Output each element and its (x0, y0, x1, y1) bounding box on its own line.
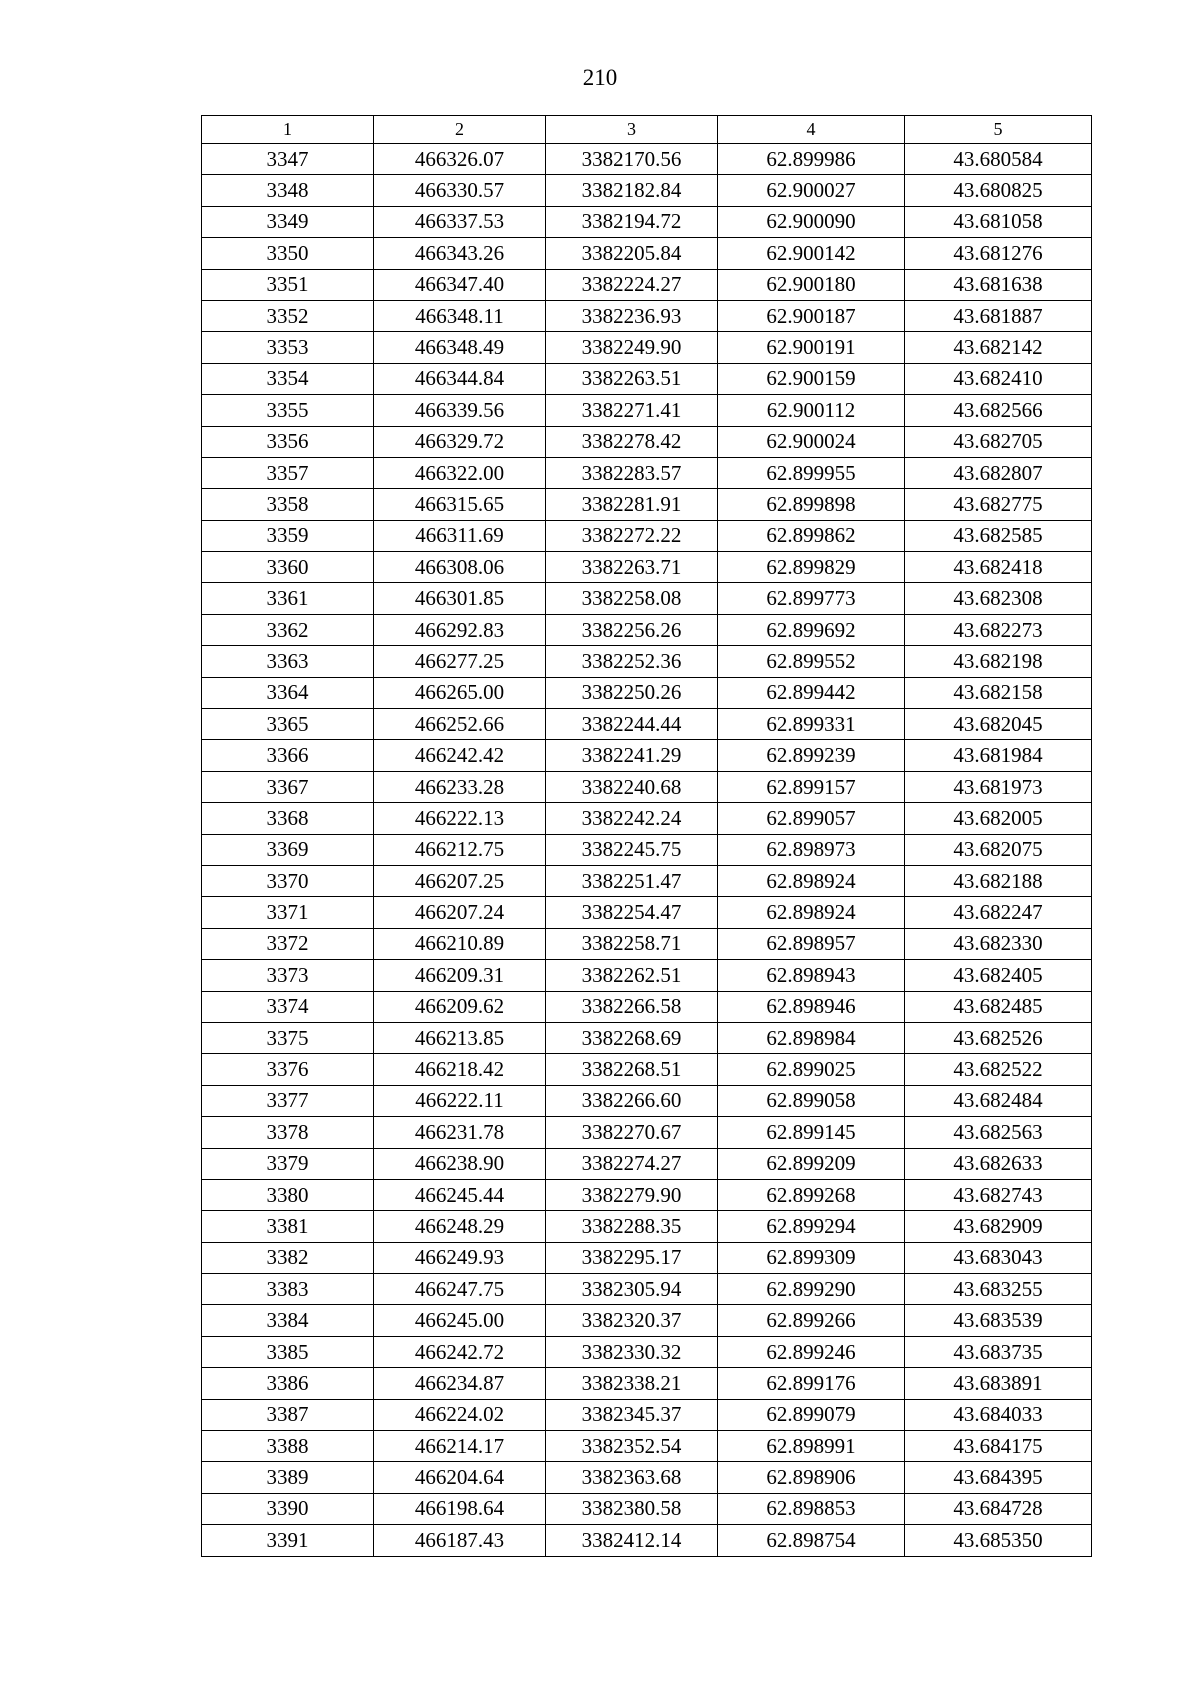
table-cell-col-2: 466277.25 (374, 646, 546, 677)
table-cell-col-1: 3381 (202, 1211, 374, 1242)
table-cell-col-3: 3382249.90 (546, 332, 718, 363)
table-cell-col-1: 3348 (202, 175, 374, 206)
table-cell-col-3: 3382272.22 (546, 520, 718, 551)
table-cell-col-3: 3382278.42 (546, 426, 718, 457)
table-row (202, 1274, 1092, 1305)
table-cell-col-3: 3382271.41 (546, 395, 718, 426)
table-cell-col-4: 62.898906 (718, 1462, 905, 1493)
table-row (202, 583, 1092, 614)
table-cell-col-4: 62.898984 (718, 1022, 905, 1053)
table-cell-col-1: 3359 (202, 520, 374, 551)
table-cell-col-3: 3382270.67 (546, 1117, 718, 1148)
table-row (202, 677, 1092, 708)
table-cell-col-4: 62.900142 (718, 238, 905, 269)
table-row (202, 803, 1092, 834)
table-row (202, 646, 1092, 677)
header-cell-col-5: 5 (905, 116, 1092, 144)
table-cell-col-4: 62.898991 (718, 1431, 905, 1462)
table-cell-col-1: 3364 (202, 677, 374, 708)
table-cell-col-2: 466248.29 (374, 1211, 546, 1242)
table-cell-col-2: 466348.11 (374, 300, 546, 331)
table-cell-col-5: 43.682526 (905, 1022, 1092, 1053)
table-cell-col-5: 43.682418 (905, 552, 1092, 583)
table-cell-col-5: 43.685350 (905, 1525, 1092, 1556)
table-cell-col-2: 466337.53 (374, 206, 546, 237)
table-cell-col-1: 3389 (202, 1462, 374, 1493)
table-cell-col-5: 43.682142 (905, 332, 1092, 363)
table-row (202, 1117, 1092, 1148)
table-cell-col-5: 43.682909 (905, 1211, 1092, 1242)
table-cell-col-3: 3382250.26 (546, 677, 718, 708)
table-cell-col-5: 43.681984 (905, 740, 1092, 771)
table-cell-col-3: 3382251.47 (546, 865, 718, 896)
table-cell-col-3: 3382224.27 (546, 269, 718, 300)
table-cell-col-1: 3365 (202, 709, 374, 740)
table-cell-col-3: 3382170.56 (546, 144, 718, 175)
table-cell-col-4: 62.899773 (718, 583, 905, 614)
table-row (202, 1493, 1092, 1524)
table-row (202, 363, 1092, 394)
table-row (202, 332, 1092, 363)
table-cell-col-2: 466209.31 (374, 960, 546, 991)
table-cell-col-1: 3386 (202, 1368, 374, 1399)
table-cell-col-2: 466218.42 (374, 1054, 546, 1085)
table-cell-col-3: 3382352.54 (546, 1431, 718, 1462)
table-row (202, 395, 1092, 426)
table-row (202, 865, 1092, 896)
table-cell-col-4: 62.899268 (718, 1179, 905, 1210)
table-cell-col-3: 3382240.68 (546, 771, 718, 802)
table-row (202, 1336, 1092, 1367)
table-cell-col-5: 43.682075 (905, 834, 1092, 865)
table-cell-col-1: 3362 (202, 614, 374, 645)
table-cell-col-1: 3374 (202, 991, 374, 1022)
table-cell-col-5: 43.682633 (905, 1148, 1092, 1179)
table-cell-col-2: 466292.83 (374, 614, 546, 645)
header-cell-col-2: 2 (374, 116, 546, 144)
table-cell-col-5: 43.682308 (905, 583, 1092, 614)
table-row (202, 740, 1092, 771)
table-cell-col-2: 466231.78 (374, 1117, 546, 1148)
page-number: 210 (582, 65, 618, 90)
table-cell-col-2: 466214.17 (374, 1431, 546, 1462)
table-cell-col-3: 3382205.84 (546, 238, 718, 269)
table-row (202, 897, 1092, 928)
table-row (202, 457, 1092, 488)
table-cell-col-1: 3361 (202, 583, 374, 614)
table-cell-col-5: 43.682158 (905, 677, 1092, 708)
table-cell-col-5: 43.680825 (905, 175, 1092, 206)
table-cell-col-1: 3353 (202, 332, 374, 363)
table-cell-col-5: 43.682484 (905, 1085, 1092, 1116)
table-cell-col-3: 3382241.29 (546, 740, 718, 771)
table-cell-col-5: 43.683891 (905, 1368, 1092, 1399)
table-cell-col-5: 43.682045 (905, 709, 1092, 740)
table-cell-col-4: 62.898924 (718, 865, 905, 896)
table-cell-col-5: 43.682585 (905, 520, 1092, 551)
table-cell-col-1: 3352 (202, 300, 374, 331)
table-cell-col-4: 62.900191 (718, 332, 905, 363)
table-cell-col-4: 62.899209 (718, 1148, 905, 1179)
table-cell-col-2: 466207.25 (374, 865, 546, 896)
table-cell-col-3: 3382274.27 (546, 1148, 718, 1179)
header-cell-col-4: 4 (718, 116, 905, 144)
table-cell-col-1: 3372 (202, 928, 374, 959)
table-cell-col-1: 3391 (202, 1525, 374, 1556)
table-cell-col-3: 3382412.14 (546, 1525, 718, 1556)
table-row (202, 614, 1092, 645)
table-cell-col-1: 3382 (202, 1242, 374, 1273)
table-cell-col-4: 62.899290 (718, 1274, 905, 1305)
table-cell-col-4: 62.899294 (718, 1211, 905, 1242)
table-cell-col-4: 62.900187 (718, 300, 905, 331)
table-cell-col-3: 3382345.37 (546, 1399, 718, 1430)
table-cell-col-2: 466238.90 (374, 1148, 546, 1179)
table-cell-col-3: 3382252.36 (546, 646, 718, 677)
table-cell-col-3: 3382256.26 (546, 614, 718, 645)
table-cell-col-2: 466315.65 (374, 489, 546, 520)
table-cell-col-1: 3368 (202, 803, 374, 834)
header-cell-col-1: 1 (202, 116, 374, 144)
table-cell-col-1: 3360 (202, 552, 374, 583)
table-cell-col-2: 466311.69 (374, 520, 546, 551)
table-cell-col-3: 3382268.69 (546, 1022, 718, 1053)
table-cell-col-4: 62.900027 (718, 175, 905, 206)
table-cell-col-3: 3382266.60 (546, 1085, 718, 1116)
table-cell-col-2: 466343.26 (374, 238, 546, 269)
table-cell-col-5: 43.682198 (905, 646, 1092, 677)
table-row (202, 426, 1092, 457)
table-cell-col-3: 3382279.90 (546, 1179, 718, 1210)
table-cell-col-5: 43.682247 (905, 897, 1092, 928)
table-row (202, 1085, 1092, 1116)
table-cell-col-2: 466242.42 (374, 740, 546, 771)
table-row (202, 771, 1092, 802)
table-cell-col-2: 466245.44 (374, 1179, 546, 1210)
table-row (202, 1054, 1092, 1085)
table-cell-col-5: 43.684728 (905, 1493, 1092, 1524)
table-cell-col-4: 62.899986 (718, 144, 905, 175)
table-cell-col-2: 466347.40 (374, 269, 546, 300)
table-cell-col-1: 3375 (202, 1022, 374, 1053)
table-cell-col-2: 466224.02 (374, 1399, 546, 1430)
table-cell-col-4: 62.898853 (718, 1493, 905, 1524)
table-cell-col-3: 3382266.58 (546, 991, 718, 1022)
table-cell-col-2: 466213.85 (374, 1022, 546, 1053)
table-cell-col-1: 3366 (202, 740, 374, 771)
table-cell-col-1: 3390 (202, 1493, 374, 1524)
table-row (202, 1148, 1092, 1179)
table-cell-col-3: 3382295.17 (546, 1242, 718, 1273)
table-cell-col-4: 62.899955 (718, 457, 905, 488)
table-cell-col-4: 62.900090 (718, 206, 905, 237)
table-cell-col-1: 3371 (202, 897, 374, 928)
table-cell-col-1: 3363 (202, 646, 374, 677)
table-cell-col-2: 466330.57 (374, 175, 546, 206)
table-cell-col-4: 62.899157 (718, 771, 905, 802)
table-cell-col-3: 3382182.84 (546, 175, 718, 206)
table-cell-col-3: 3382263.71 (546, 552, 718, 583)
table-row (202, 834, 1092, 865)
table-cell-col-5: 43.681887 (905, 300, 1092, 331)
table-cell-col-1: 3388 (202, 1431, 374, 1462)
table-row (202, 300, 1092, 331)
table-row (202, 144, 1092, 175)
table-cell-col-1: 3377 (202, 1085, 374, 1116)
table-cell-col-3: 3382194.72 (546, 206, 718, 237)
table-cell-col-1: 3350 (202, 238, 374, 269)
table-cell-col-4: 62.899898 (718, 489, 905, 520)
table-cell-col-2: 466245.00 (374, 1305, 546, 1336)
coordinates-table (201, 115, 1092, 1557)
table-cell-col-4: 62.900159 (718, 363, 905, 394)
table-cell-col-5: 43.682410 (905, 363, 1092, 394)
table-cell-col-5: 43.681973 (905, 771, 1092, 802)
table-cell-col-3: 3382242.24 (546, 803, 718, 834)
table-cell-col-4: 62.898946 (718, 991, 905, 1022)
table-cell-col-3: 3382268.51 (546, 1054, 718, 1085)
table-cell-col-4: 62.898973 (718, 834, 905, 865)
table-cell-col-2: 466344.84 (374, 363, 546, 394)
table-row (202, 1242, 1092, 1273)
table-cell-col-5: 43.683043 (905, 1242, 1092, 1273)
table-cell-col-2: 466222.11 (374, 1085, 546, 1116)
table-cell-col-1: 3356 (202, 426, 374, 457)
table-cell-col-4: 62.898754 (718, 1525, 905, 1556)
table-cell-col-4: 62.898924 (718, 897, 905, 928)
table-cell-col-3: 3382254.47 (546, 897, 718, 928)
table-cell-col-2: 466329.72 (374, 426, 546, 457)
table-cell-col-4: 62.899692 (718, 614, 905, 645)
table-cell-col-4: 62.899266 (718, 1305, 905, 1336)
table-cell-col-1: 3355 (202, 395, 374, 426)
table-cell-col-1: 3369 (202, 834, 374, 865)
table-header (202, 116, 1092, 144)
table-row (202, 928, 1092, 959)
table-cell-col-4: 62.899862 (718, 520, 905, 551)
table-row (202, 206, 1092, 237)
table-cell-col-5: 43.682563 (905, 1117, 1092, 1148)
table-cell-col-4: 62.899025 (718, 1054, 905, 1085)
table-cell-col-1: 3383 (202, 1274, 374, 1305)
table-cell-col-2: 466249.93 (374, 1242, 546, 1273)
table-row (202, 269, 1092, 300)
table-cell-col-1: 3384 (202, 1305, 374, 1336)
table-cell-col-4: 62.898943 (718, 960, 905, 991)
table-row (202, 520, 1092, 551)
table-cell-col-1: 3373 (202, 960, 374, 991)
table-cell-col-4: 62.899058 (718, 1085, 905, 1116)
header-row (202, 116, 1092, 144)
table-cell-col-5: 43.682485 (905, 991, 1092, 1022)
table-cell-col-3: 3382380.58 (546, 1493, 718, 1524)
table-cell-col-1: 3380 (202, 1179, 374, 1210)
table-cell-col-4: 62.900024 (718, 426, 905, 457)
table-row (202, 1525, 1092, 1556)
table-cell-col-5: 43.682405 (905, 960, 1092, 991)
table-row (202, 1462, 1092, 1493)
table-body (202, 144, 1092, 1557)
table-cell-col-3: 3382258.71 (546, 928, 718, 959)
table-cell-col-3: 3382330.32 (546, 1336, 718, 1367)
table-cell-col-5: 43.684395 (905, 1462, 1092, 1493)
table-cell-col-3: 3382258.08 (546, 583, 718, 614)
table-cell-col-5: 43.682522 (905, 1054, 1092, 1085)
table-cell-col-2: 466301.85 (374, 583, 546, 614)
table-row (202, 1211, 1092, 1242)
table-cell-col-2: 466209.62 (374, 991, 546, 1022)
table-cell-col-5: 43.682188 (905, 865, 1092, 896)
table-cell-col-4: 62.899331 (718, 709, 905, 740)
table-cell-col-1: 3358 (202, 489, 374, 520)
table-cell-col-5: 43.683735 (905, 1336, 1092, 1367)
table-cell-col-3: 3382262.51 (546, 960, 718, 991)
table-cell-col-2: 466322.00 (374, 457, 546, 488)
table-row (202, 1431, 1092, 1462)
table-cell-col-2: 466308.06 (374, 552, 546, 583)
table-cell-col-2: 466339.56 (374, 395, 546, 426)
table-cell-col-2: 466207.24 (374, 897, 546, 928)
table-cell-col-5: 43.684175 (905, 1431, 1092, 1462)
table-cell-col-5: 43.682807 (905, 457, 1092, 488)
table-cell-col-2: 466187.43 (374, 1525, 546, 1556)
table-cell-col-1: 3370 (202, 865, 374, 896)
table-cell-col-2: 466212.75 (374, 834, 546, 865)
table-cell-col-2: 466326.07 (374, 144, 546, 175)
table-cell-col-1: 3379 (202, 1148, 374, 1179)
table-cell-col-4: 62.900180 (718, 269, 905, 300)
table-cell-col-5: 43.681638 (905, 269, 1092, 300)
table-cell-col-5: 43.684033 (905, 1399, 1092, 1430)
table-cell-col-5: 43.683539 (905, 1305, 1092, 1336)
table-cell-col-4: 62.899829 (718, 552, 905, 583)
table-row (202, 1368, 1092, 1399)
table-row (202, 709, 1092, 740)
table-cell-col-2: 466210.89 (374, 928, 546, 959)
table-cell-col-4: 62.899239 (718, 740, 905, 771)
table-cell-col-5: 43.682566 (905, 395, 1092, 426)
table-cell-col-4: 62.899176 (718, 1368, 905, 1399)
table-cell-col-1: 3351 (202, 269, 374, 300)
table-cell-col-2: 466247.75 (374, 1274, 546, 1305)
table-cell-col-2: 466204.64 (374, 1462, 546, 1493)
table-cell-col-2: 466252.66 (374, 709, 546, 740)
table-cell-col-1: 3387 (202, 1399, 374, 1430)
table-cell-col-1: 3385 (202, 1336, 374, 1367)
table-cell-col-3: 3382263.51 (546, 363, 718, 394)
table-row (202, 175, 1092, 206)
table-cell-col-3: 3382281.91 (546, 489, 718, 520)
table-cell-col-1: 3367 (202, 771, 374, 802)
table-cell-col-4: 62.899145 (718, 1117, 905, 1148)
table-cell-col-4: 62.899442 (718, 677, 905, 708)
table-cell-col-5: 43.683255 (905, 1274, 1092, 1305)
table-cell-col-1: 3378 (202, 1117, 374, 1148)
table-cell-col-5: 43.682273 (905, 614, 1092, 645)
table-row (202, 1022, 1092, 1053)
table-cell-col-4: 62.898957 (718, 928, 905, 959)
table-cell-col-4: 62.899309 (718, 1242, 905, 1273)
table-cell-col-5: 43.681058 (905, 206, 1092, 237)
table-cell-col-3: 3382245.75 (546, 834, 718, 865)
table-cell-col-5: 43.681276 (905, 238, 1092, 269)
table-cell-col-4: 62.900112 (718, 395, 905, 426)
table-cell-col-2: 466222.13 (374, 803, 546, 834)
table-cell-col-4: 62.899246 (718, 1336, 905, 1367)
table-row (202, 1399, 1092, 1430)
table-cell-col-3: 3382283.57 (546, 457, 718, 488)
table-cell-col-5: 43.682743 (905, 1179, 1092, 1210)
table-cell-col-5: 43.680584 (905, 144, 1092, 175)
table-row (202, 489, 1092, 520)
table-cell-col-3: 3382338.21 (546, 1368, 718, 1399)
table-cell-col-2: 466242.72 (374, 1336, 546, 1367)
table-cell-col-3: 3382363.68 (546, 1462, 718, 1493)
table-cell-col-4: 62.899079 (718, 1399, 905, 1430)
table-cell-col-3: 3382236.93 (546, 300, 718, 331)
table-cell-col-1: 3347 (202, 144, 374, 175)
table-cell-col-1: 3354 (202, 363, 374, 394)
table-cell-col-2: 466234.87 (374, 1368, 546, 1399)
table-row (202, 238, 1092, 269)
table-cell-col-5: 43.682775 (905, 489, 1092, 520)
table-row (202, 552, 1092, 583)
table-cell-col-5: 43.682330 (905, 928, 1092, 959)
table-row (202, 1305, 1092, 1336)
table-row (202, 991, 1092, 1022)
table-cell-col-1: 3357 (202, 457, 374, 488)
table-cell-col-2: 466348.49 (374, 332, 546, 363)
table-cell-col-3: 3382288.35 (546, 1211, 718, 1242)
table-row (202, 960, 1092, 991)
table-cell-col-2: 466265.00 (374, 677, 546, 708)
table-cell-col-5: 43.682005 (905, 803, 1092, 834)
table-cell-col-3: 3382244.44 (546, 709, 718, 740)
header-cell-col-3: 3 (546, 116, 718, 144)
table-cell-col-2: 466198.64 (374, 1493, 546, 1524)
table-cell-col-4: 62.899057 (718, 803, 905, 834)
table-cell-col-1: 3349 (202, 206, 374, 237)
table-row (202, 1179, 1092, 1210)
table-cell-col-3: 3382305.94 (546, 1274, 718, 1305)
table-cell-col-5: 43.682705 (905, 426, 1092, 457)
table-cell-col-1: 3376 (202, 1054, 374, 1085)
table-cell-col-2: 466233.28 (374, 771, 546, 802)
table-cell-col-3: 3382320.37 (546, 1305, 718, 1336)
table-cell-col-4: 62.899552 (718, 646, 905, 677)
